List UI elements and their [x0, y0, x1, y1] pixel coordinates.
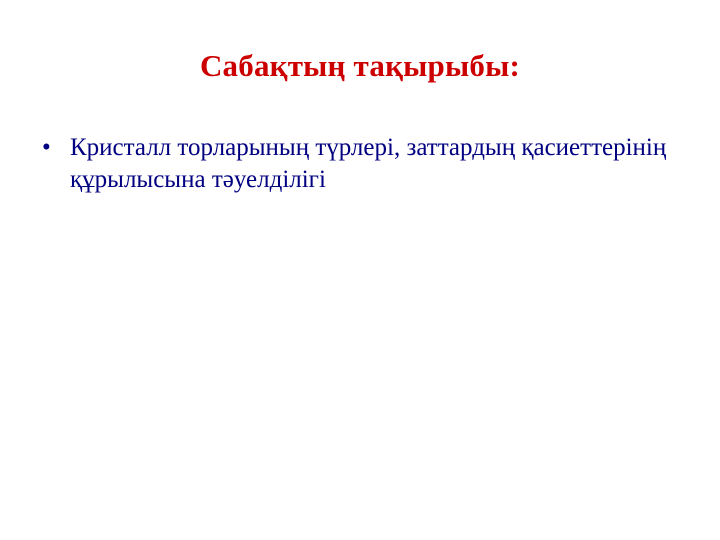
- list-item-label: Кристалл торларының түрлері, заттардың қасиеттерінің құрылысына тәуелділігі: [70, 134, 667, 193]
- bullet-list: [28, 132, 688, 202]
- bullet-marker-icon: •: [42, 134, 51, 161]
- page-title: Сабақтың тақырыбы:: [199, 48, 521, 83]
- list-item: [28, 132, 688, 196]
